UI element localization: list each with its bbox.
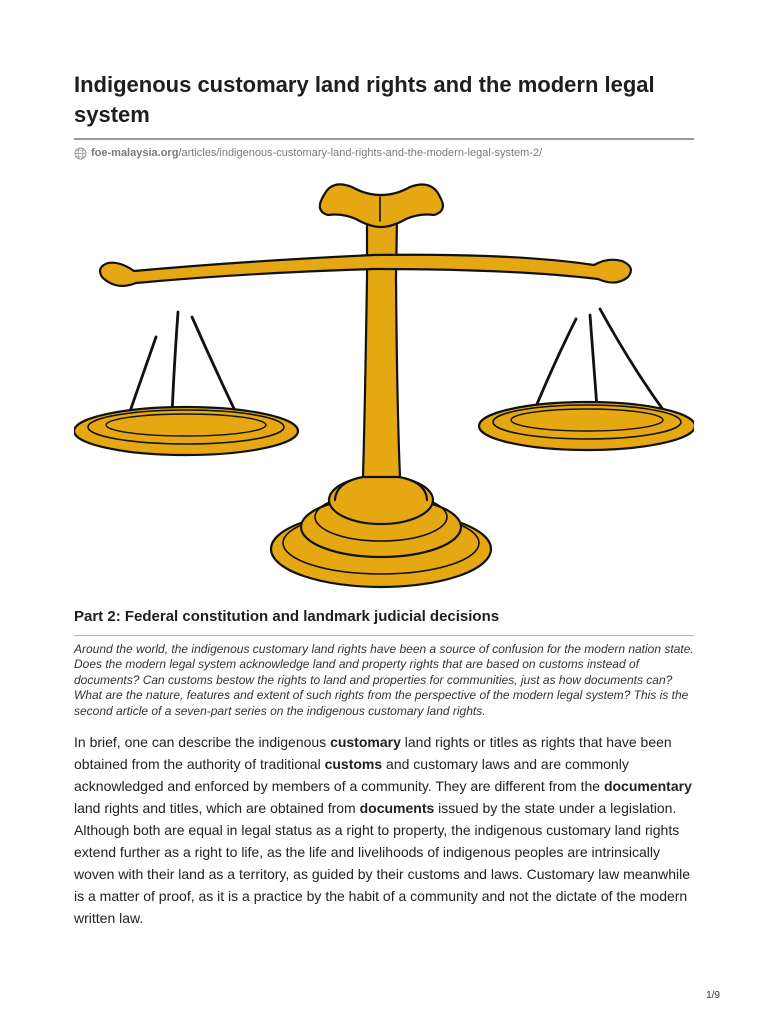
source-link[interactable]: [74, 145, 694, 161]
title-divider: [74, 138, 694, 140]
section-subheading: Part 2: Federal constitution and landmark judicial decisions: [74, 608, 500, 625]
body-bold-term: customary: [330, 734, 401, 751]
page-number: 1/9: [706, 990, 720, 1001]
body-text: In brief, one can describe the indigenous: [74, 734, 331, 751]
globe-icon: [74, 147, 87, 160]
subheading-divider: [74, 635, 694, 636]
body-text: land rights or titles as rights that have been obtained from the authority of traditional: [74, 734, 672, 773]
body-paragraph: [74, 731, 694, 929]
article-title: Indigenous customary land rights and the modern legal system: [74, 72, 655, 127]
scales-of-justice-illustration: [74, 177, 694, 595]
body-bold-term: documentary: [603, 778, 692, 795]
body-bold-term: documents: [359, 800, 435, 817]
body-text: and customary laws and are commonly acknowledged and enforced by members of a community. They are different from the: [74, 756, 629, 795]
source-path: /articles/indigenous-customary-land-rights-and-the-modern-legal-system-2/: [178, 147, 543, 159]
document-page: [74, 70, 694, 943]
body-text: land rights and titles, which are obtained from: [74, 800, 360, 817]
body-text: issued by the state under a legislation. Although both are equal in legal status as a right to property, the indigenous customary land rights extend further as a right to life, as the life and livelihoods of indigenous peoples are intrinsically woven with their land as a territory, as guided by their customs and laws. Customary law meanwhile is a matter of proof, as it is a practice by the habit of a community and not the dictate of the modern written law.: [74, 800, 691, 927]
intro-paragraph: Around the world, the indigenous customary land rights have been a source of confusion for the modern nation state. Does the modern legal system acknowledge land and property rights that are based on customs instead of documents? Can customs bestow the rights to land and properties for communities, just as how documents can? What are the nature, features and extent of such rights from the perspective of the modern legal system? This is the second article of a seven-part series on the indigenous customary land rights.: [74, 642, 694, 718]
body-bold-term: customs: [324, 756, 383, 773]
source-domain: foe-malaysia.org: [91, 147, 179, 159]
